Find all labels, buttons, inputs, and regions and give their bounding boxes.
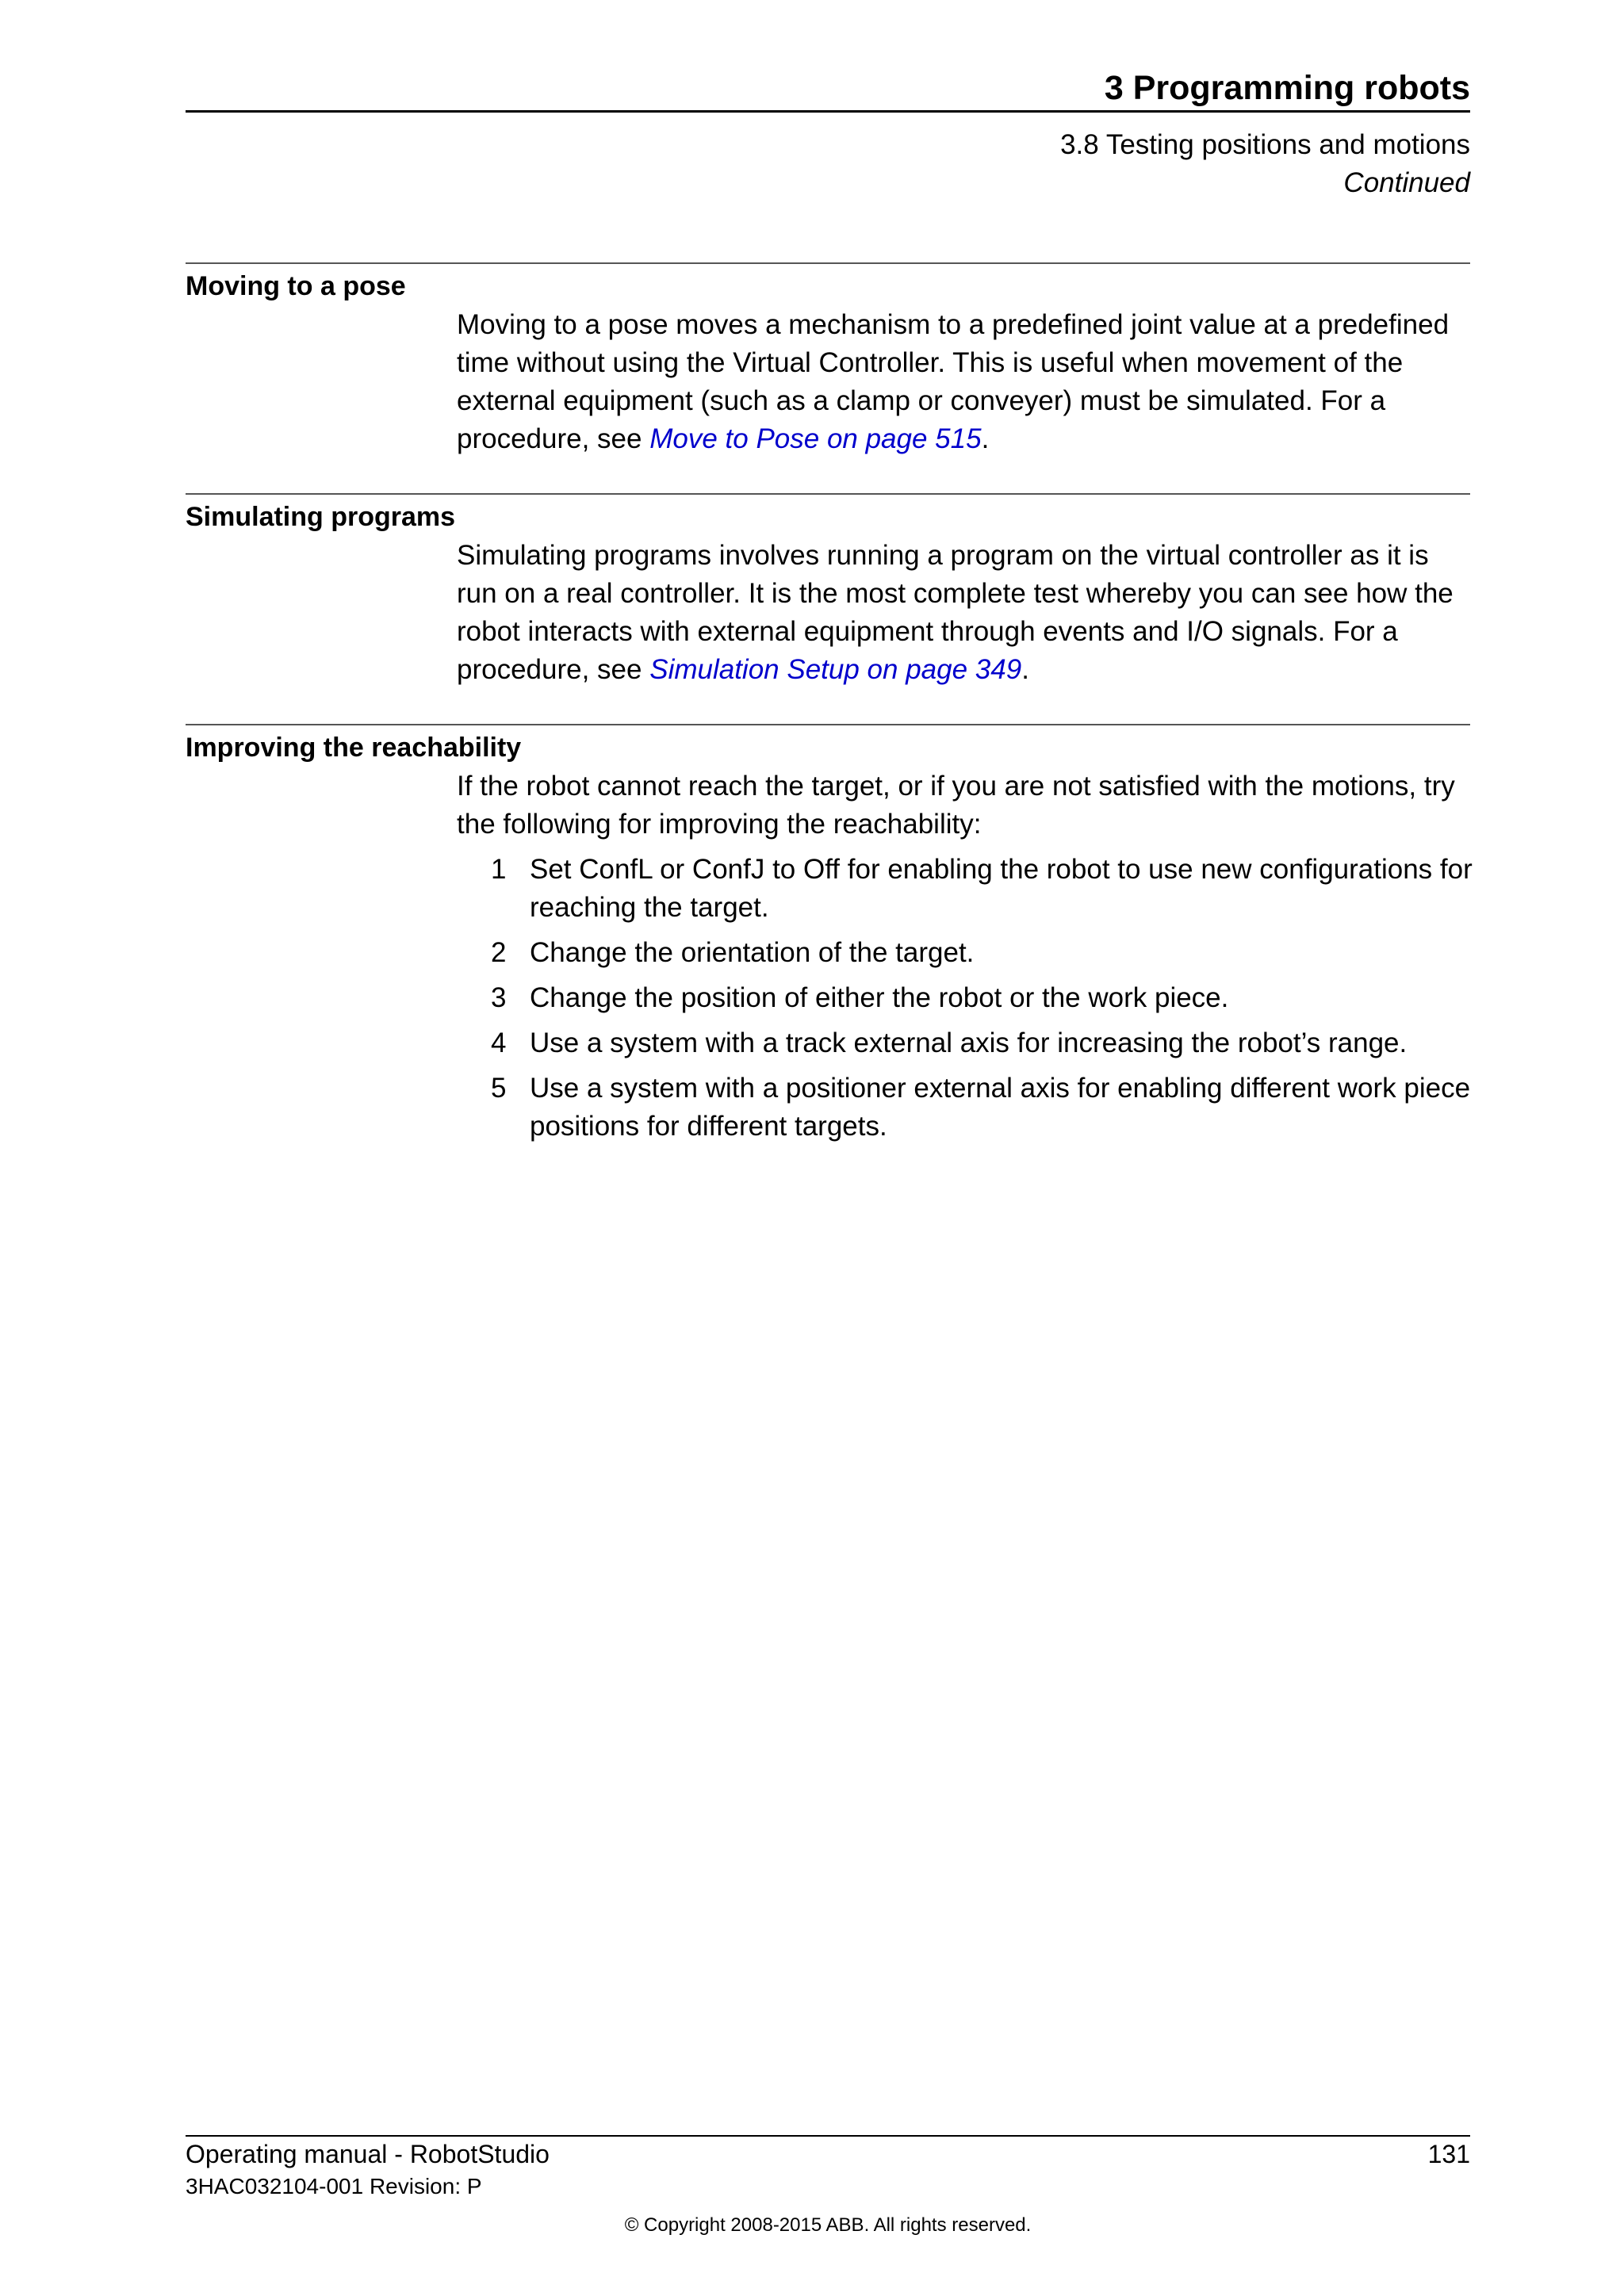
step-text: Change the position of either the robot or the work piece. [530,982,1229,1013]
reachability-steps-list [457,851,1476,1153]
section-divider [186,262,1470,264]
step-text: Change the orientation of the target. [530,937,975,968]
section-body-simulating-programs [457,537,1476,689]
list-item [457,1070,1476,1146]
body-text: Moving to a pose moves a mechanism to a predefined joint value at a predefined time without using the Virtual Controller. This is useful when movement of the external equipment (such as a clamp or conveyer) must be simulated. For a procedure, see [457,309,1450,454]
list-item [457,851,1476,927]
section-divider [186,493,1470,495]
step-number: 4 [491,1027,507,1058]
document-id: 3HAC032104-001 Revision: P [186,2174,482,2198]
step-number: 3 [491,982,507,1013]
section-divider [186,724,1470,725]
body-text: Simulating programs involves running a program on the virtual controller as it is run on a real controller. It is the most complete test whereby you can see how the robot interacts with external equipment through events and I/O signals. For a procedure, see [457,540,1454,685]
step-number: 5 [491,1073,507,1104]
step-text: Set ConfL or ConfJ to Off for enabling the robot to use new configurations for reaching the target. [530,854,1473,923]
list-item [457,1024,1476,1062]
list-item [457,979,1476,1017]
link-move-to-pose[interactable]: Move to Pose on page 515 [649,423,982,454]
copyright-notice: © Copyright 2008-2015 ABB. All rights reserved. [624,2214,1032,2236]
list-item [457,934,1476,972]
section-heading: 3.8 Testing positions and motions [1060,129,1470,160]
step-text: Use a system with a positioner external axis for enabling different work piece positions for different targets. [530,1073,1471,1142]
section-body-improving-reachability: If the robot cannot reach the target, or if you are not satisfied with the motions, try the following for improving the reachability: [457,771,1455,840]
section-title-moving-to-pose: Moving to a pose [186,271,406,301]
continued-label: Continued [1343,167,1470,198]
page-number: 131 [1427,2140,1470,2168]
link-simulation-setup[interactable]: Simulation Setup on page 349 [649,654,1022,685]
footer-manual-title: Operating manual - RobotStudio [186,2140,550,2168]
header-rule [186,110,1470,113]
body-text-end: . [981,423,990,454]
section-title-simulating-programs: Simulating programs [186,502,456,532]
step-text: Use a system with a track external axis for increasing the robot’s range. [530,1027,1408,1058]
footer-rule [186,2135,1470,2137]
body-text-end: . [1021,654,1029,685]
section-title-improving-reachability: Improving the reachability [186,733,522,763]
step-number: 2 [491,937,507,968]
step-number: 1 [491,854,507,885]
chapter-heading: 3 Programming robots [1104,69,1470,107]
section-body-moving-to-pose [457,306,1476,458]
